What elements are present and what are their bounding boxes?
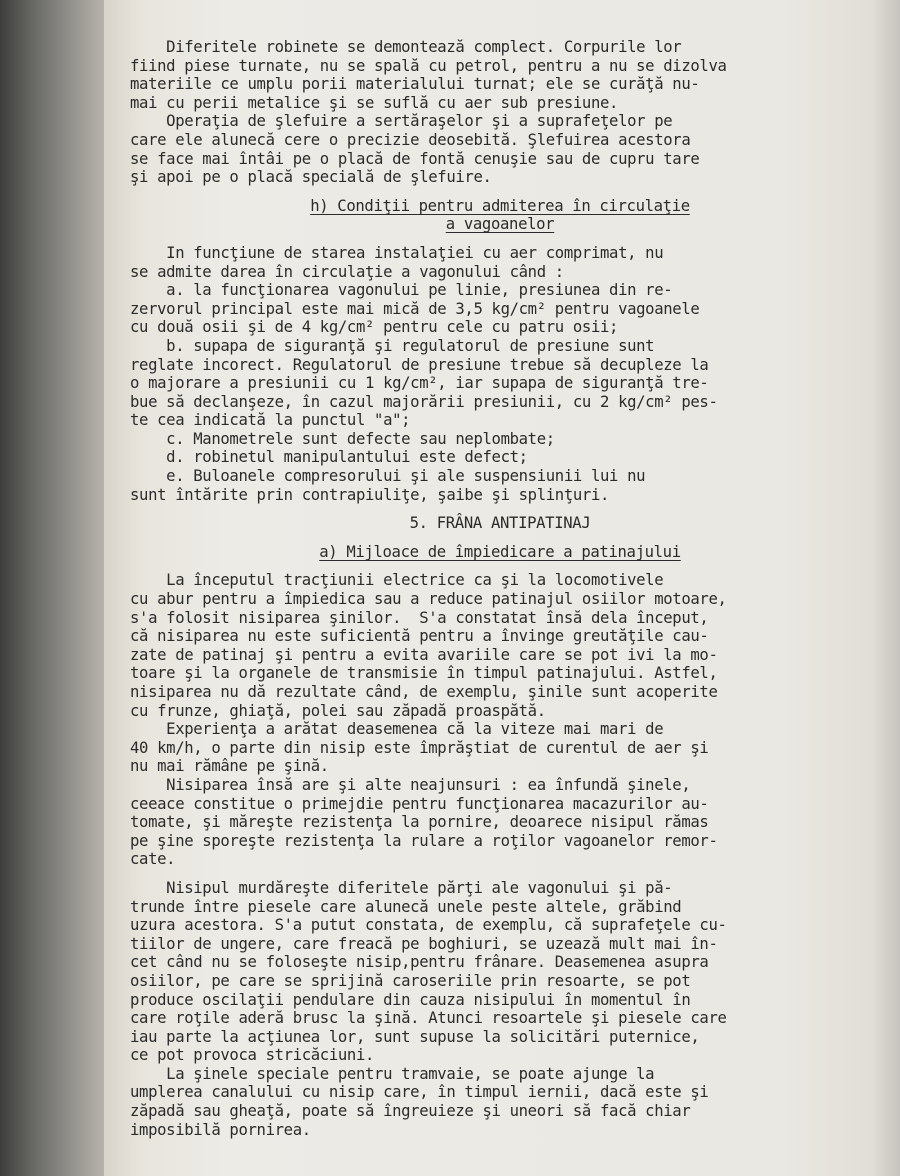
text-line: zervorul principal este mai mică de 3,5 kg/cm² pentru vagoanele <box>130 299 700 318</box>
text-line: ce pot provoca stricăciuni. <box>130 1046 375 1065</box>
text-line: In funcţiune de starea instalaţiei cu aer comprimat, nu <box>130 243 664 262</box>
spacer <box>130 533 870 543</box>
text-line: pe şine sporeşte rezistenţa la rulare a roţilor vagoanelor remor- <box>130 831 718 850</box>
list-item-b: b. supapa de siguranţă şi regulatorul de presiune sunt <box>130 336 655 355</box>
text-line: cet când nu se foloseşte nisip,pentru frânare. Deasemenea asupra <box>130 953 709 972</box>
text-line: cu două osii şi de 4 kg/cm² pentru cele cu patru osii; <box>130 318 619 337</box>
text-line: s'a folosit nisiparea şinilor. S'a constatat însă dela început, <box>130 608 709 627</box>
text-line: La începutul tracţiunii electrice ca şi la locomotivele <box>130 571 664 590</box>
text-line: mai cu perii metalice şi se suflă cu aer sub presiune. <box>130 93 619 112</box>
text-line: materiile ce umplu porii materialului turnat; ele se curăţă nu- <box>130 75 700 94</box>
text-line: toare şi la organele de transmisie în timpul patinajului. Astfel, <box>130 664 718 683</box>
spacer <box>130 561 870 571</box>
text-line: te cea indicată la punctul "a"; <box>130 411 411 430</box>
text-line: umplerea canalului cu nisip care, în timpul iernii, dacă este şi <box>130 1083 709 1102</box>
text-line: Experienţa a arătat deasemenea că la viteze mai mari de <box>130 720 664 739</box>
text-line: cu abur pentru a împiedica sau a reduce patinajul osiilor motoare, <box>130 590 727 609</box>
spacer <box>130 504 870 514</box>
text-line: trunde între piesele care alunecă unele peste altele, grăbind <box>130 897 682 916</box>
text-line: se face mai întâi pe o placă de fontă cenuşie sau de cupru tare <box>130 149 700 168</box>
text-line: cu frunze, ghiaţă, polei sau zăpadă proaspătă. <box>130 701 546 720</box>
text-line: bue să declanşeze, în cazul majorării presiunii, cu 2 kg/cm² pes- <box>130 392 718 411</box>
list-item-a: a. la funcţionarea vagonului pe linie, presiunea din re- <box>130 281 673 300</box>
text-line: La şinele speciale pentru tramvaie, se poate ajunge la <box>130 1064 655 1083</box>
spacer <box>130 187 870 197</box>
text-line: Operaţia de şlefuire a sertăraşelor şi a suprafeţelor pe <box>130 112 673 131</box>
text-line: ceeace constitue o primejdie pentru funcţionarea macazurilor au- <box>130 794 709 813</box>
text-line: o majorare a presiunii cu 1 kg/cm², iar supapa de siguranţă tre- <box>130 374 709 393</box>
text-line: tomate, şi măreşte rezistenţa la pornire, deoarece nisipul rămas <box>130 813 709 832</box>
text-line: Nisiparea însă are şi alte neajunsuri : ea înfundă şinele, <box>130 775 691 794</box>
text-line: produce oscilaţii pendulare din cauza nisipului în momentul în <box>130 990 691 1009</box>
text-line: sunt întărite prin contrapiuliţe, şaibe şi splinţuri. <box>130 485 610 504</box>
text-line: tiilor de ungere, care freacă pe boghiuri, se uzează mult mai în- <box>130 934 718 953</box>
text-line: Diferitele robinete se demontează complect. Corpurile lor <box>130 38 682 56</box>
text-line: imposibilă pornirea. <box>130 1120 311 1139</box>
text-line: cate. <box>130 850 176 869</box>
text-line: Nisipul murdăreşte diferitele părţi ale vagonului şi pă- <box>130 878 673 897</box>
section-heading-continued <box>130 215 870 234</box>
subsection-heading <box>130 543 870 562</box>
heading-text: a) Mijloace de împiedicare a patinajului <box>319 542 681 561</box>
page-text <box>130 38 870 1139</box>
text-line: care ele alunecă cere o precizie deosebită. Şlefuirea acestora <box>130 130 691 149</box>
spacer <box>130 869 870 879</box>
text-line: care roţile aderă brusc la şină. Atunci resoartele şi piesele care <box>130 1009 727 1028</box>
section-heading <box>130 197 870 216</box>
list-item-c: c. Manometrele sunt defecte sau neplombate; <box>130 429 555 448</box>
list-item-e: e. Buloanele compresorului şi ale suspensiunii lui nu <box>130 467 646 486</box>
text-line: zate de patinaj şi pentru a evita avariile care se pot ivi la mo- <box>130 645 718 664</box>
text-line: fiind piese turnate, nu se spală cu petrol, pentru a nu se dizolva <box>130 56 727 75</box>
text-line: osiilor, pe care se sprijină caroseriile prin resoarte, se pot <box>130 971 691 990</box>
book-binding-shadow <box>0 0 110 1176</box>
text-line: zăpadă sau gheaţă, poate să îngreuieze şi uneori să facă chiar <box>130 1102 691 1121</box>
text-line: că nisiparea nu este suficientă pentru a învinge greutăţile cau- <box>130 627 709 646</box>
spacer <box>130 234 870 244</box>
text-line: uzura acestora. S'a putut constata, de exemplu, că suprafeţele cu- <box>130 916 727 935</box>
page-edge-shadow <box>872 0 900 1176</box>
text-line: şi apoi pe o placă specială de şlefuire. <box>130 168 492 187</box>
text-line: reglate incorect. Regulatorul de presiune trebue să decupleze la <box>130 355 709 374</box>
text-line: se admite darea în circulaţie a vagonului când : <box>130 262 564 281</box>
text-line: 40 km/h, o parte din nisip este împrăştiat de curentul de aer şi <box>130 738 709 757</box>
text-line: nisiparea nu dă rezultate când, de exemplu, şinile sunt acoperite <box>130 683 718 701</box>
scanned-page <box>104 0 900 1176</box>
heading-text: h) Condiţii pentru admiterea în circulaţie <box>310 196 690 215</box>
text-line: nu mai rămâne pe şină. <box>130 757 329 776</box>
chapter-heading: 5. FRÂNA ANTIPATINAJ <box>409 514 591 533</box>
list-item-d: d. robinetul manipulantului este defect; <box>130 448 528 467</box>
heading-text: a vagoanelor <box>445 215 555 234</box>
text-line: iau parte la acţiunea lor, sunt supuse la solicitări puternice, <box>130 1027 700 1046</box>
